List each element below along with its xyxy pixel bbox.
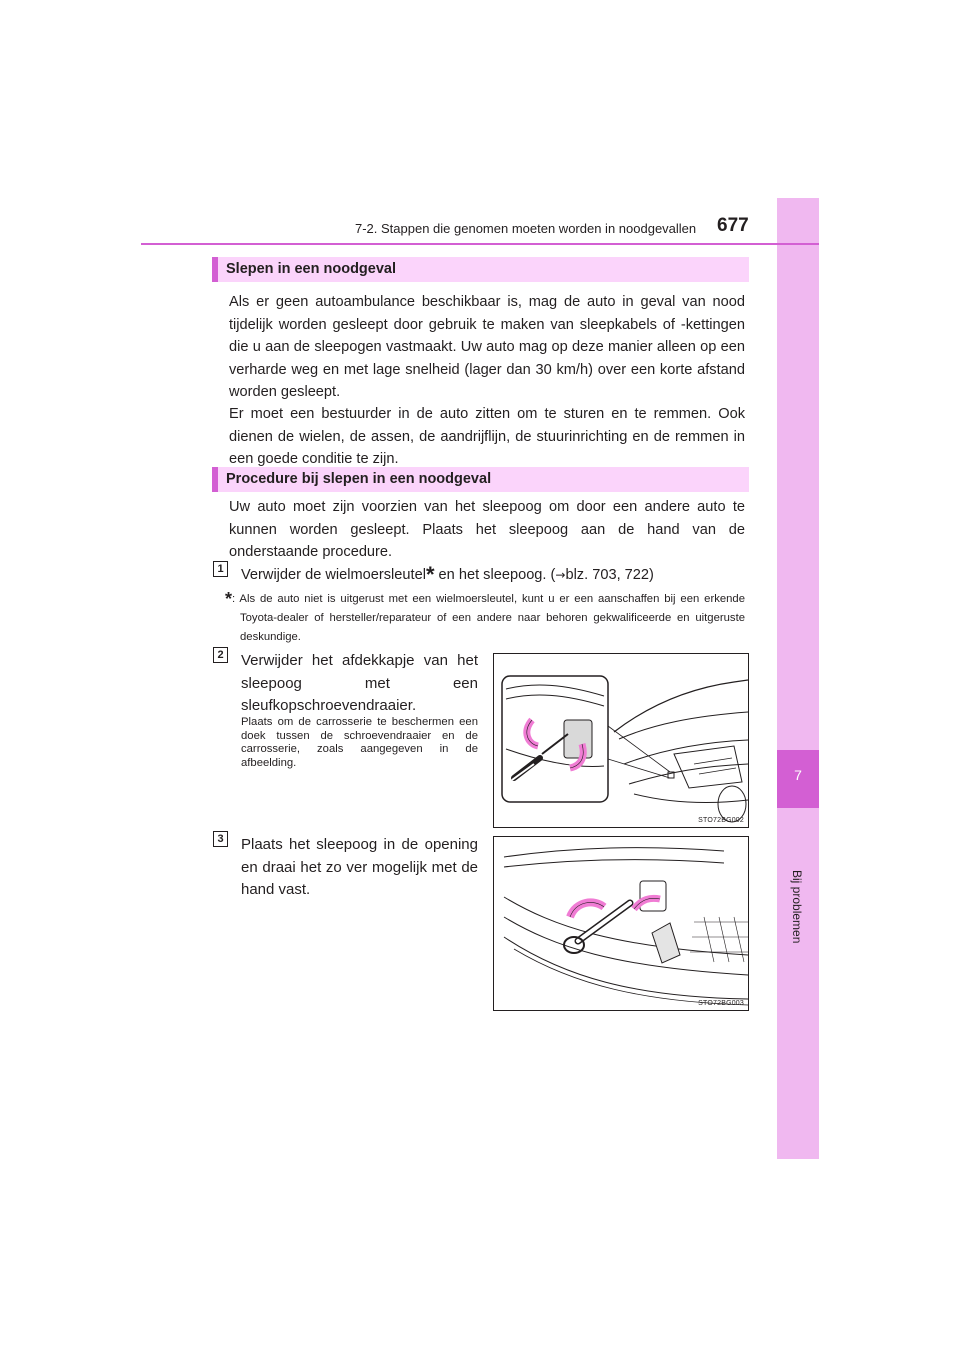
- paragraph-driver-requirement: Er moet een bestuurder in de auto zitten om te sturen en te remmen. Ook dienen de wielen, de assen, de aandrijflijn, de stuurinrichting en de remmen in een goede conditie te zijn.: [229, 406, 745, 467]
- section-heading-towing-procedure: [212, 467, 749, 492]
- figure-remove-cover: [493, 653, 749, 828]
- figure-2-code: STO72BG003: [698, 1000, 744, 1007]
- paragraph-towing-intro: Als er geen autoambulance beschikbaar is, mag de auto in geval van nood tijdelijk worden gesleept door gebruik te maken van sleepkabels of -kettingen die u aan de sleepogen vastmaakt. Uw auto mag op deze manier alleen op een verharde weg en met lage snelheid (lager dan 30 km/h) over een korte afstand worden gesleept.: [229, 294, 745, 400]
- figure-insert-towing-eye: [493, 836, 749, 1011]
- step-1-page-ref: blz. 703, 722): [565, 567, 654, 583]
- chapter-number: 7: [794, 767, 802, 783]
- step-1-text-before: Verwijder de wielmoersleutel: [241, 567, 426, 583]
- paragraph-procedure-intro: Uw auto moet zijn voorzien van het sleepoog om door een andere auto te kunnen worden gesleept. Plaats het sleepoog aan de hand van de onderstaande procedure.: [229, 499, 745, 560]
- illustration-screwdriver-cover: [494, 654, 748, 827]
- header-divider: [141, 243, 819, 245]
- step-1-text: [241, 564, 654, 587]
- step-2-note: Plaats om de carrosserie te beschermen een doek tussen de schroevendraaier en de carrosserie, zoals aangegeven in de afbeelding.: [241, 716, 478, 769]
- step-number-3: 3: [213, 831, 228, 847]
- step-number-2: 2: [213, 647, 228, 663]
- figure-1-code: STO72BG002: [698, 817, 744, 824]
- page-number: 677: [717, 215, 749, 236]
- step-1-arrow: →: [555, 568, 566, 582]
- step-1-asterisk: *: [425, 562, 435, 587]
- chapter-side-label-text: Bij problemen: [790, 870, 804, 944]
- step-number-1: 1: [213, 561, 228, 577]
- footnote-text: : Als de auto niet is uitgerust met een wielmoersleutel, kunt u er een aanschaffen bij een erkende Toyota-dealer of hersteller/reparateur of een andere naar behoren gekwalificeerde en uitgeruste deskundige.: [232, 593, 745, 643]
- footnote-marker: *: [225, 589, 233, 609]
- section-heading-text: Slepen in een noodgeval: [226, 261, 397, 277]
- section-heading-text: Procedure bij slepen in een noodgeval: [226, 471, 492, 487]
- chapter-title: 7-2. Stappen die genomen moeten worden in noodgevallen: [355, 221, 697, 236]
- step-3-text: Plaats het sleepoog in de opening en draai het zo ver mogelijk met de hand vast.: [241, 836, 478, 898]
- step-1-text-after: en het sleepoog. (: [434, 567, 556, 583]
- footnote: [225, 590, 745, 647]
- step-2-text: Verwijder het afdekkapje van het sleepoog met een sleufkopschroevendraaier.: [241, 652, 478, 714]
- illustration-towing-eye: [494, 837, 748, 1010]
- section-heading-emergency-towing: [212, 257, 749, 282]
- chapter-side-tab: [777, 198, 819, 1159]
